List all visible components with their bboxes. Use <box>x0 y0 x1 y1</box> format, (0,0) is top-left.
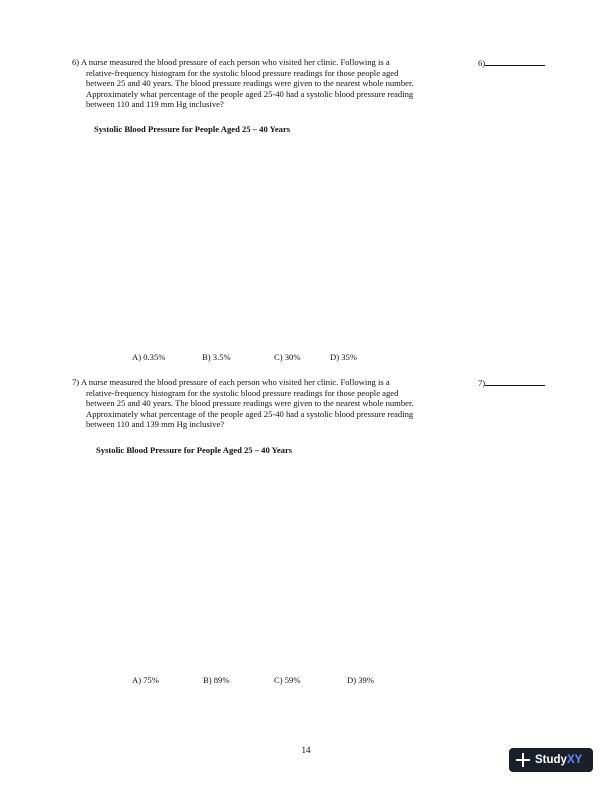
question-text-line: between 25 and 40 years. The blood pressure readings were given to the nearest whole number. <box>86 398 414 409</box>
answer-blank-6[interactable] <box>478 57 545 68</box>
question-text-line: Approximately what percentage of the people aged 25-40 had a systolic blood pressure reading <box>86 408 414 419</box>
question-text-line: between 25 and 40 years. The blood pressure readings were given to the nearest whole number. <box>86 78 414 89</box>
choice-c[interactable]: C) 30% <box>274 352 301 362</box>
answer-blank-label: 6) <box>478 58 486 68</box>
studyxy-badge[interactable] <box>509 748 593 772</box>
question-text-line: relative-frequency histogram for the systolic blood pressure readings for those people aged <box>86 67 399 78</box>
choice-b[interactable]: B) 89% <box>203 675 230 685</box>
choice-b[interactable]: B) 3.5% <box>202 352 231 362</box>
question-text-line: Approximately what percentage of the people aged 25-40 had a systolic blood pressure reading <box>86 88 414 99</box>
page-number: 14 <box>301 745 311 755</box>
question-text-line: 6) A nurse measured the blood pressure of each person who visited her clinic. Following is a <box>72 57 390 67</box>
answer-blank-label: 7) <box>478 378 486 388</box>
answer-blank-7[interactable] <box>478 377 545 388</box>
badge-label: StudyXY <box>535 754 583 766</box>
question-6 <box>72 57 472 110</box>
choice-a[interactable]: A) 75% <box>132 675 159 685</box>
question-text-line: relative-frequency histogram for the systolic blood pressure readings for those people aged <box>86 387 399 398</box>
choice-d[interactable]: D) 39% <box>347 675 374 685</box>
plus-icon <box>516 753 530 767</box>
choice-d[interactable]: D) 35% <box>330 352 357 362</box>
question-text-line: between 110 and 139 mm Hg inclusive? <box>86 419 225 430</box>
chart-title-6: Systolic Blood Pressure for People Aged 25 – 40 Years <box>94 124 291 134</box>
question-text-line: 7) A nurse measured the blood pressure of each person who visited her clinic. Following is a <box>72 377 390 387</box>
choice-a[interactable]: A) 0.35% <box>132 352 166 362</box>
choice-c[interactable]: C) 59% <box>274 675 301 685</box>
question-text-line: between 110 and 119 mm Hg inclusive? <box>86 99 224 110</box>
chart-title-7: Systolic Blood Pressure for People Aged 25 – 40 Years <box>96 445 293 455</box>
question-7 <box>72 377 472 430</box>
